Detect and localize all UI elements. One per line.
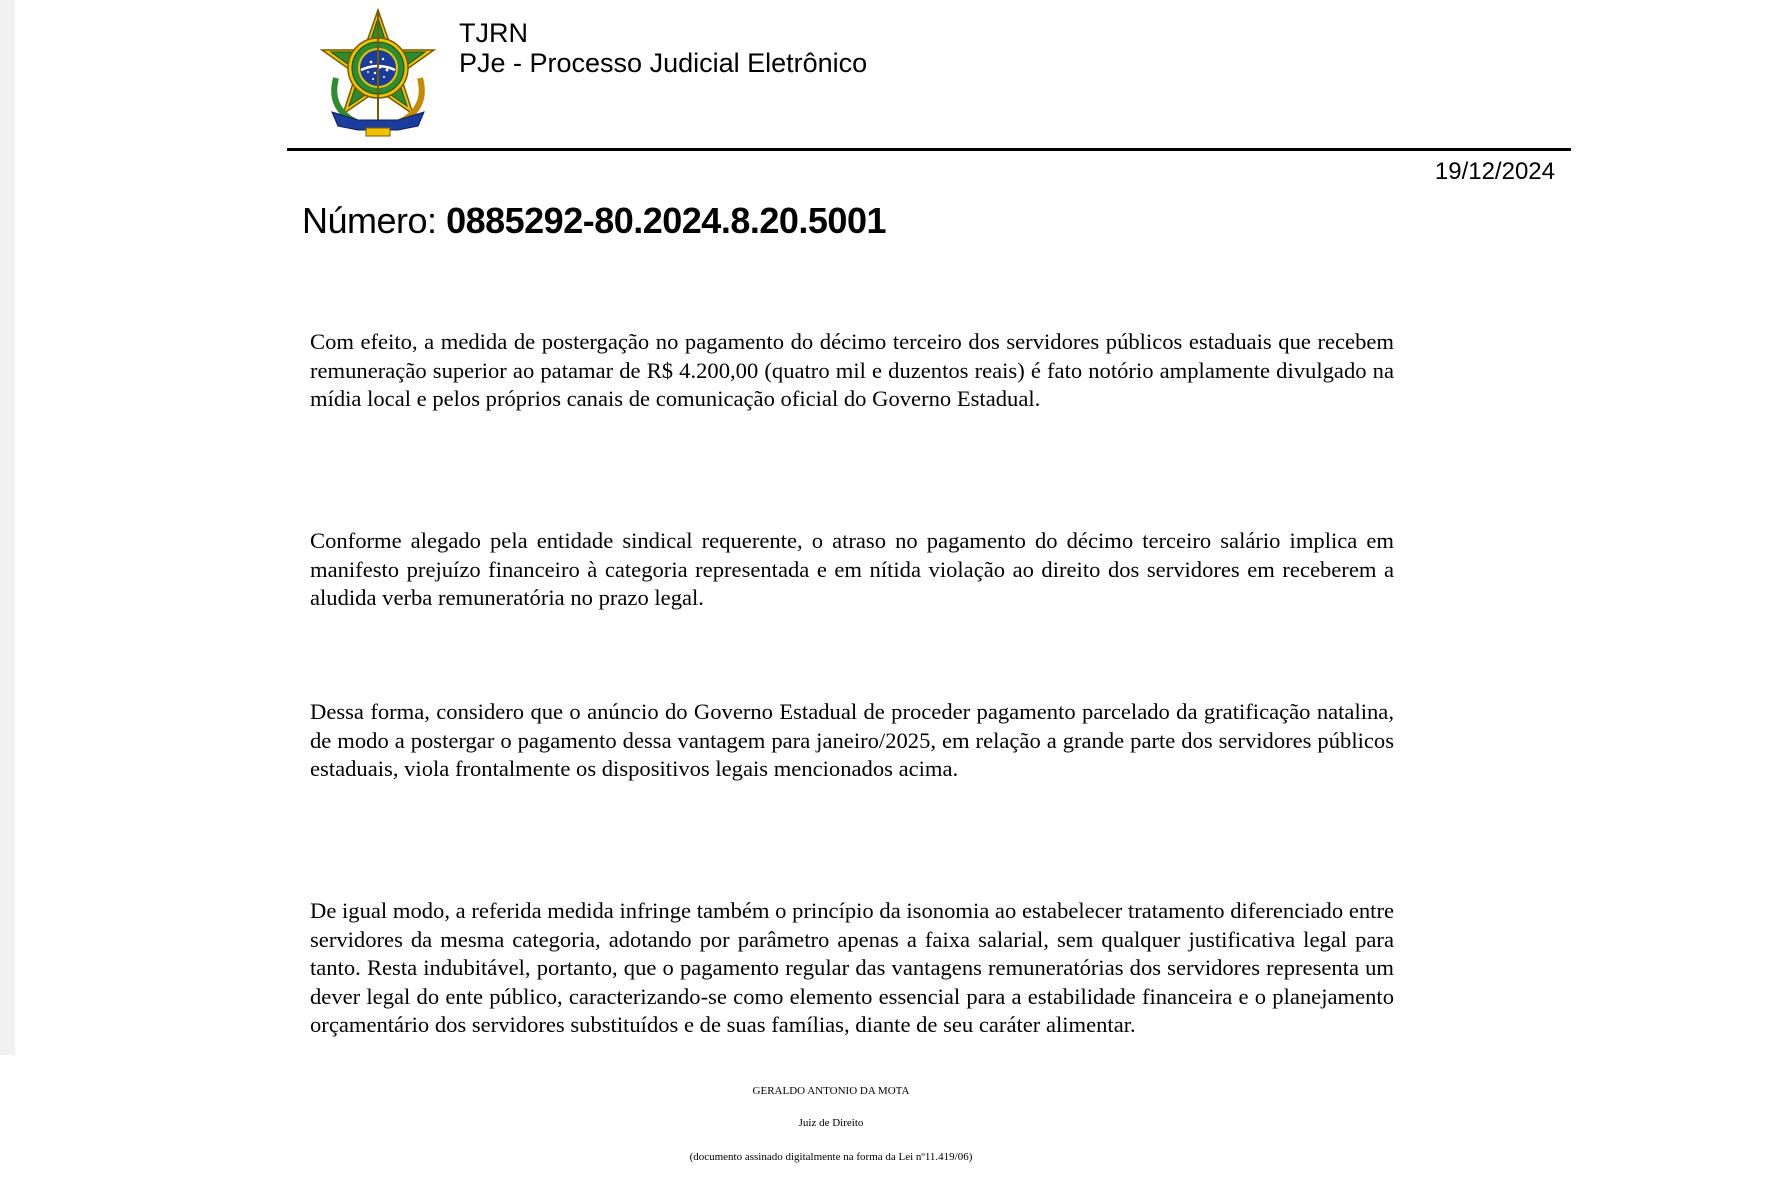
paragraph: Conforme alegado pela entidade sindical requerente, o atraso no pagamento do décimo terceiro salário implica em manifesto prejuízo financeiro à categoria representada e em nítida violação ao direito dos servidores em receberem a aludida verba remuneratória no prazo legal.	[310, 528, 1394, 610]
system-name: PJe - Processo Judicial Eletrônico	[459, 48, 868, 78]
signer-role: Juiz de Direito	[798, 1117, 864, 1129]
process-number	[302, 200, 886, 242]
page-header	[459, 18, 867, 78]
paragraph: Dessa forma, considero que o anúncio do Governo Estadual de proceder pagamento parcelado da gratificação natalina, de modo a postergar o pagamento dessa vantagem para janeiro/2025, em relação a grande parte dos servidores públicos estaduais, viola frontalmente os dispositivos legais mencionados acima.	[310, 699, 1394, 781]
signature-note: (documento assinado digitalmente na forma da Lei nº11.419/06)	[689, 1151, 973, 1163]
signer-name: GERALDO ANTONIO DA MOTA	[752, 1085, 910, 1097]
paragraph: De igual modo, a referida medida infringe também o princípio da isonomia ao estabelecer tratamento diferenciado entre servidores da mesma categoria, adotando por parâmetro apenas a faixa salarial, sem qualquer justificativa legal para tanto. Resta indubitável, portanto, que o pagamento regular das vantagens remuneratórias dos servidores representa um dever legal do ente público, caracterizando-se como elemento essencial para a estabilidade financeira e o planejamento orçamentário dos servidores substituídos e de suas famílias, diante de seu caráter alimentar.	[310, 898, 1394, 1037]
document-date: 19/12/2024	[1434, 158, 1555, 185]
process-number-value: 0885292-80.2024.8.20.5001	[446, 200, 886, 241]
org-name: TJRN	[459, 18, 528, 48]
process-number-label: Número:	[302, 200, 437, 241]
header-divider	[287, 148, 1571, 151]
brazil-coat-of-arms-icon	[318, 8, 438, 142]
paragraph: Com efeito, a medida de postergação no pagamento do décimo terceiro dos servidores públicos estaduais que recebem remuneração superior ao patamar de R$ 4.200,00 (quatro mil e duzentos reais) é fato notório amplamente divulgado na mídia local e pelos próprios canais de comunicação oficial do Governo Estadual.	[310, 329, 1394, 411]
